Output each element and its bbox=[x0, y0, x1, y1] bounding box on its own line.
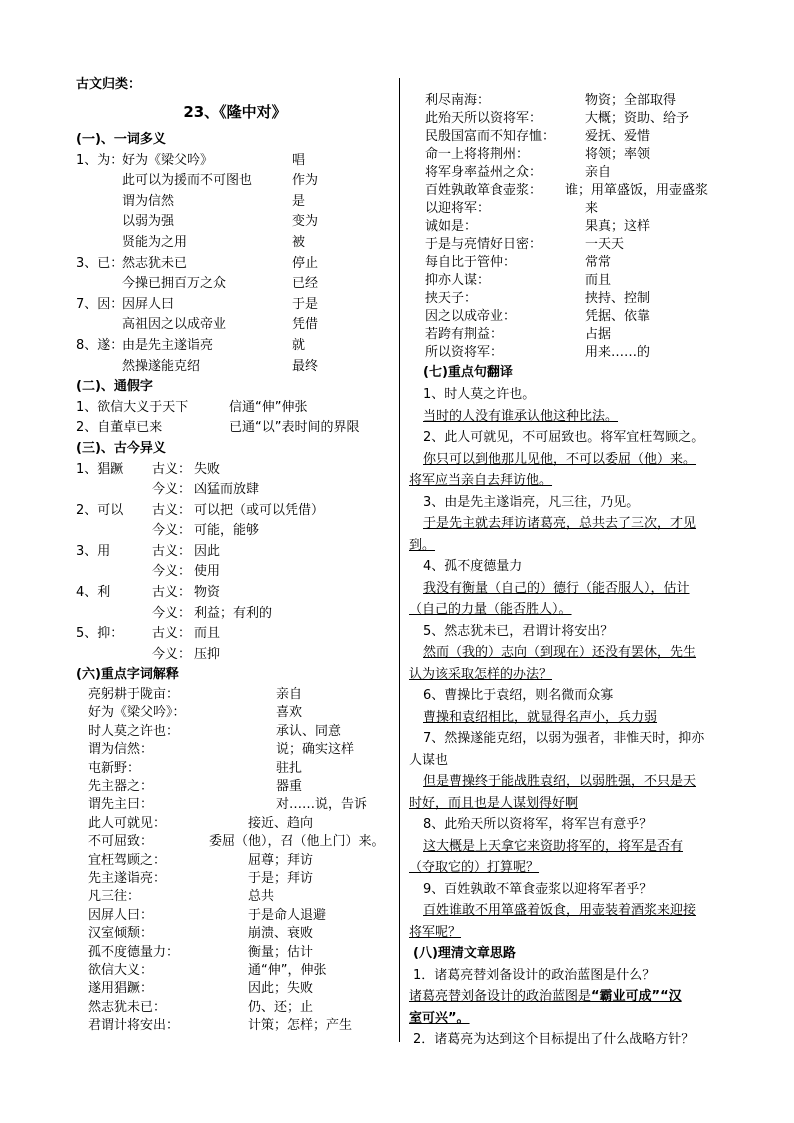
gujin-row bbox=[76, 501, 394, 522]
gujin-value: 凶猛而放肆 bbox=[194, 482, 260, 498]
keyword-row bbox=[409, 164, 723, 182]
keyword-term: 挟天子： bbox=[425, 291, 478, 306]
polysemy-example: 然操遂能克绍 bbox=[122, 358, 201, 374]
keyword-meaning: 器重 bbox=[276, 778, 303, 794]
outline-answer-1: 诸葛亮替刘备设计的政治蓝图是“霸业可成”“汉 bbox=[409, 989, 682, 1004]
keyword-meaning: 通“伸”，伸张 bbox=[248, 962, 327, 978]
keyword-meaning: 果真；这样 bbox=[585, 219, 651, 234]
gujin-row bbox=[76, 521, 394, 542]
keyword-meaning: 而且 bbox=[585, 273, 612, 288]
keyword-term: 因之以成帝业： bbox=[425, 309, 517, 324]
keyword-row bbox=[76, 980, 394, 998]
translation-answer: 时好，而且也是人谋划得好啊 bbox=[409, 795, 579, 811]
gujin-list bbox=[76, 460, 394, 666]
keyword-row bbox=[76, 888, 394, 906]
keyword-term: 好为《梁父吟》： bbox=[88, 705, 186, 721]
keyword-row bbox=[76, 925, 394, 943]
keyword-term: 将军身率益州之众： bbox=[425, 165, 543, 180]
keyword-row bbox=[409, 128, 723, 146]
polysemy-example: 今操已拥百万之众 bbox=[122, 276, 227, 292]
tongjia-note: 信通“伸”伸张 bbox=[229, 399, 308, 415]
polysemy-row bbox=[76, 357, 394, 378]
keyword-term: 凡三往： bbox=[88, 889, 141, 905]
keyword-term: 亮躬耕于陇亩： bbox=[88, 687, 180, 703]
gujin-label: 今义： bbox=[152, 646, 192, 662]
gujin-row bbox=[76, 583, 394, 604]
keyword-term: 不可屈致： bbox=[88, 834, 154, 850]
polysemy-row bbox=[76, 171, 394, 192]
gujin-label: 古义： bbox=[152, 585, 192, 601]
keyword-row bbox=[76, 944, 394, 962]
keyword-meaning: 驻扎 bbox=[276, 760, 303, 776]
polysemy-meaning: 停止 bbox=[292, 255, 319, 271]
gujin-row bbox=[76, 460, 394, 481]
outline-answer-1-cont: 室可兴”。 bbox=[409, 1010, 470, 1026]
keyword-row bbox=[76, 999, 394, 1017]
keyword-row bbox=[76, 907, 394, 925]
keyword-meaning: 来 bbox=[585, 201, 599, 216]
keyword-row bbox=[409, 92, 723, 110]
translation-answer: 到。 bbox=[409, 537, 436, 553]
translation-answer: 将军呢？ bbox=[409, 924, 462, 940]
gujin-row bbox=[76, 542, 394, 563]
keyword-meaning: 于是；拜访 bbox=[248, 870, 314, 886]
gujin-word: 2、可以 bbox=[76, 502, 124, 518]
keyword-meaning: 凭据、依靠 bbox=[585, 309, 651, 324]
gujin-word: 4、利 bbox=[76, 585, 111, 601]
gujin-value: 压抑 bbox=[194, 646, 221, 662]
gujin-value: 利益；有利的 bbox=[194, 605, 273, 621]
keyword-row bbox=[76, 870, 394, 888]
polysemy-meaning: 就 bbox=[292, 337, 306, 353]
keyword-meaning: 大概；资助、给予 bbox=[585, 111, 690, 126]
category-header: 古文归类： bbox=[76, 77, 142, 92]
translation-sentence: 人谋也 bbox=[409, 752, 449, 768]
keyword-row bbox=[76, 815, 394, 833]
polysemy-meaning: 被 bbox=[292, 234, 306, 250]
section-title-polysemy: (一)、一词多义 bbox=[76, 132, 166, 147]
translation-sentence: 8、此殆天所以资将军，将军岂有意乎？ bbox=[423, 817, 653, 832]
gujin-label: 今义： bbox=[152, 523, 192, 539]
keyword-meaning: 计策；怎样；产生 bbox=[248, 1018, 353, 1034]
translation-sentence: 3、由是先主遂诣亮，凡三往，乃见。 bbox=[423, 494, 640, 510]
gujin-row bbox=[76, 645, 394, 666]
polysemy-example: 以弱为强 bbox=[122, 214, 175, 230]
keyword-row bbox=[76, 778, 394, 796]
keyword-meaning: 委屈（他），召（他上门）来。 bbox=[209, 834, 385, 850]
section-title-gujin: (三)、古今异义 bbox=[76, 440, 166, 456]
tongjia-note: 已通“以”表时间的界限 bbox=[229, 420, 360, 436]
keyword-meaning: 爱抚、爱惜 bbox=[585, 129, 651, 144]
polysemy-row bbox=[76, 151, 394, 172]
keyword-meaning: 衡量；估计 bbox=[248, 944, 314, 960]
keyword-term: 此人可就见： bbox=[88, 815, 167, 831]
keyword-meaning: 常常 bbox=[585, 255, 612, 270]
keyword-meaning: 崩溃、衰败 bbox=[248, 926, 314, 942]
keyword-term: 命一上将将荆州： bbox=[425, 147, 530, 162]
polysemy-row bbox=[76, 212, 394, 233]
gujin-label: 古义： bbox=[152, 502, 192, 518]
keyword-row bbox=[409, 308, 723, 326]
keyword-meaning: 说；确实这样 bbox=[276, 742, 355, 758]
keyword-row bbox=[409, 218, 723, 236]
keyword-row bbox=[76, 741, 394, 759]
translation-answer: 然而（我的）志向（到现在）还没有罢休，先生 bbox=[423, 645, 697, 660]
keyword-meaning: 总共 bbox=[248, 889, 275, 905]
keyword-term: 屯新野： bbox=[88, 760, 141, 776]
polysemy-example: 此可以为援而不可图也 bbox=[122, 173, 253, 189]
gujin-value: 而且 bbox=[194, 626, 221, 642]
outline-question-2: 2．诸葛亮为达到这个目标提出了什么战略方针？ bbox=[413, 1032, 695, 1047]
gujin-value: 失败 bbox=[194, 461, 221, 477]
keyword-term: 民殷国富而不知存恤： bbox=[425, 129, 556, 144]
gujin-value: 物资 bbox=[194, 585, 221, 601]
right-column bbox=[409, 92, 723, 1051]
polysemy-example: 因屏人曰 bbox=[122, 296, 175, 312]
gujin-row bbox=[76, 604, 394, 625]
translation-answer: 你只可以到他那儿见他，不可以委屈（他）来。 bbox=[423, 451, 697, 467]
translation-sentence: 4、孤不度德量力 bbox=[423, 559, 523, 574]
keyword-row bbox=[76, 796, 394, 814]
keyword-meaning: 接近、趋向 bbox=[248, 815, 314, 831]
keyword-term: 每自比于管仲： bbox=[425, 255, 517, 270]
keyword-term: 以迎将军： bbox=[425, 201, 491, 216]
polysemy-example: 然志犹未已 bbox=[122, 255, 188, 271]
keyword-term: 诚如是： bbox=[425, 219, 478, 234]
polysemy-list bbox=[76, 151, 394, 378]
polysemy-row bbox=[76, 192, 394, 213]
keyword-term: 抑亦人谋： bbox=[425, 273, 491, 288]
keyword-term: 所以资将军： bbox=[425, 345, 504, 360]
keyword-meaning: 仍、还；止 bbox=[248, 999, 314, 1015]
polysemy-number: 3、已： bbox=[76, 255, 124, 271]
gujin-word: 5、抑： bbox=[76, 626, 124, 642]
keyword-row bbox=[76, 852, 394, 870]
polysemy-example: 贤能为之用 bbox=[122, 234, 188, 250]
keyword-term: 谓为信然： bbox=[88, 742, 154, 758]
keyword-meaning: 物资；全部取得 bbox=[585, 93, 677, 108]
polysemy-row bbox=[76, 295, 394, 316]
keyword-term: 先主遂诣亮： bbox=[88, 870, 167, 886]
keyword-meaning: 因此；失败 bbox=[248, 981, 314, 997]
keywords-list bbox=[76, 686, 394, 1035]
keyword-term: 于是与亮情好日密： bbox=[425, 237, 543, 252]
section-title-keywords: (六)重点字词解释 bbox=[76, 667, 179, 683]
translation-sentence: 9、百姓孰敢不箪食壶浆以迎将军者乎？ bbox=[423, 881, 653, 897]
keyword-meaning: 承认、同意 bbox=[276, 723, 342, 739]
gujin-row bbox=[76, 624, 394, 645]
translation-answer: 这大概是上天拿它来资助将军的，将军是否有 bbox=[423, 838, 684, 854]
gujin-label: 今义： bbox=[152, 482, 192, 498]
keyword-meaning: 将领；率领 bbox=[585, 147, 651, 162]
translation-answer: 将军应当亲自去拜访他。 bbox=[409, 473, 553, 488]
keyword-term: 宜枉驾顾之： bbox=[88, 852, 167, 868]
gujin-value: 可能，能够 bbox=[194, 523, 260, 539]
translation-list bbox=[409, 384, 723, 943]
keyword-meaning: 喜欢 bbox=[276, 705, 303, 721]
keyword-meaning: 挟持、控制 bbox=[585, 291, 651, 306]
gujin-value: 可以把（或可以凭借） bbox=[194, 502, 325, 518]
translation-answer: （夺取它的）打算呢？ bbox=[409, 860, 540, 875]
polysemy-meaning: 是 bbox=[292, 193, 306, 209]
translation-answer: 当时的人没有谁承认他这种比法。 bbox=[423, 408, 619, 424]
keyword-term: 欲信大义： bbox=[88, 962, 154, 978]
polysemy-meaning: 作为 bbox=[292, 173, 319, 189]
gujin-label: 今义： bbox=[152, 605, 192, 621]
keyword-term: 先主器之： bbox=[88, 778, 154, 794]
keyword-meaning: 亲自 bbox=[276, 687, 303, 703]
gujin-label: 今义： bbox=[152, 564, 192, 580]
keywords-continued-list bbox=[409, 92, 723, 362]
keyword-row bbox=[409, 344, 723, 362]
tongjia-row bbox=[76, 398, 394, 419]
keyword-row bbox=[76, 962, 394, 980]
outline-question-1: 1．诸葛亮替刘备设计的政治蓝图是什么？ bbox=[413, 967, 656, 983]
gujin-word: 1、猖蹶 bbox=[76, 461, 124, 477]
keyword-term: 此殆天所以资将军： bbox=[425, 111, 543, 126]
gujin-word: 3、用 bbox=[76, 543, 111, 559]
translation-sentence: 7、然操遂能克绍，以弱为强者，非惟天时，抑亦 bbox=[423, 731, 705, 746]
keyword-meaning: 谁；用箪盛饭，用壶盛浆 bbox=[565, 183, 709, 198]
gujin-label: 古义： bbox=[152, 543, 192, 559]
translation-answer: 于是先主就去拜访诸葛亮，总共去了三次，才见 bbox=[423, 516, 697, 531]
translation-answer: （自己的力量（能否胜人）。 bbox=[409, 602, 572, 617]
polysemy-example: 好为《梁父吟》 bbox=[122, 152, 214, 168]
column-divider bbox=[399, 78, 400, 1042]
keyword-meaning: 一天天 bbox=[585, 237, 625, 252]
keyword-meaning: 用来……的 bbox=[585, 345, 651, 360]
translation-answer: 但是曹操终于能战胜袁绍，以弱胜强，不只是天 bbox=[423, 774, 697, 789]
polysemy-row bbox=[76, 315, 394, 336]
translation-answer: 我没有衡量（自己的）德行（能否服人），估计 bbox=[423, 580, 690, 596]
polysemy-meaning: 变为 bbox=[292, 214, 319, 230]
gujin-row bbox=[76, 480, 394, 501]
tongjia-text: 2、自董卓已来 bbox=[76, 420, 163, 436]
keyword-row bbox=[409, 290, 723, 308]
polysemy-number: 7、因： bbox=[76, 296, 124, 312]
polysemy-row bbox=[76, 274, 394, 295]
keyword-meaning: 对……说，告诉 bbox=[276, 797, 368, 813]
keyword-row bbox=[409, 254, 723, 272]
keyword-row bbox=[409, 110, 723, 128]
translation-answer: 百姓谁敢不用箪盛着饭食，用壶装着酒浆来迎接 bbox=[423, 903, 697, 918]
polysemy-example: 谓为信然 bbox=[122, 193, 175, 209]
keyword-row bbox=[76, 723, 394, 741]
polysemy-example: 由是先主遂诣亮 bbox=[122, 337, 214, 353]
keyword-meaning: 亲自 bbox=[585, 165, 612, 180]
keyword-term: 汉室倾颓： bbox=[88, 926, 154, 942]
polysemy-number: 1、为： bbox=[76, 152, 124, 168]
gujin-label: 古义： bbox=[152, 461, 192, 477]
keyword-row bbox=[409, 272, 723, 290]
keyword-term: 孤不度德量力： bbox=[88, 944, 180, 960]
keyword-term: 谓先主曰： bbox=[88, 797, 154, 813]
keyword-meaning: 于是命人退避 bbox=[248, 907, 327, 923]
section-title-outline: (八)理清文章思路 bbox=[413, 946, 516, 961]
gujin-value: 使用 bbox=[194, 564, 221, 580]
keyword-row bbox=[409, 200, 723, 218]
keyword-term: 利尽南海： bbox=[425, 93, 491, 108]
keyword-row bbox=[76, 760, 394, 778]
translation-sentence: 5、然志犹未已，君谓计将安出？ bbox=[423, 623, 614, 639]
polysemy-meaning: 凭借 bbox=[292, 317, 319, 333]
keyword-row bbox=[76, 704, 394, 722]
translation-sentence: 2、此人可就见，不可屈致也。将军宜枉驾顾之。 bbox=[423, 430, 705, 445]
polysemy-number: 8、遂： bbox=[76, 337, 124, 353]
left-column bbox=[76, 72, 394, 1035]
tongjia-text: 1、欲信大义于天下 bbox=[76, 399, 189, 415]
polysemy-meaning: 唱 bbox=[292, 152, 306, 168]
polysemy-row bbox=[76, 233, 394, 254]
keyword-row bbox=[409, 326, 723, 344]
translation-answer: 曹操和袁绍相比，就显得名声小，兵力弱 bbox=[423, 709, 658, 725]
gujin-value: 因此 bbox=[194, 543, 221, 559]
gujin-row bbox=[76, 562, 394, 583]
keyword-term: 若跨有荆益： bbox=[425, 327, 504, 342]
polysemy-meaning: 已经 bbox=[292, 276, 319, 292]
translation-answer: 认为该采取怎样的办法？ bbox=[409, 666, 553, 682]
tongjia-list bbox=[76, 398, 394, 439]
gujin-label: 古义： bbox=[152, 626, 192, 642]
document-title: 23、《隆中对》 bbox=[183, 103, 287, 121]
keyword-meaning: 屈尊；拜访 bbox=[248, 852, 314, 868]
keyword-row bbox=[409, 146, 723, 164]
keyword-term: 百姓孰敢箪食壶浆： bbox=[425, 183, 543, 198]
polysemy-example: 高祖因之以成帝业 bbox=[122, 317, 227, 333]
section-title-translation: (七)重点句翻译 bbox=[423, 365, 513, 380]
keyword-row bbox=[409, 182, 723, 200]
keyword-row bbox=[409, 236, 723, 254]
polysemy-row bbox=[76, 336, 394, 357]
keyword-term: 然志犹未已： bbox=[88, 999, 167, 1015]
tongjia-row bbox=[76, 418, 394, 439]
keyword-term: 君谓计将安出： bbox=[88, 1018, 180, 1034]
keyword-row bbox=[76, 686, 394, 704]
translation-sentence: 1、时人莫之许也。 bbox=[423, 387, 536, 402]
polysemy-row bbox=[76, 254, 394, 275]
keyword-meaning: 占据 bbox=[585, 327, 612, 342]
polysemy-meaning: 最终 bbox=[292, 358, 319, 374]
keyword-term: 因屏人曰： bbox=[88, 907, 154, 923]
section-title-tongjia: (二)、通假字 bbox=[76, 379, 153, 395]
keyword-row bbox=[76, 1017, 394, 1035]
keyword-row bbox=[76, 833, 394, 851]
keyword-term: 时人莫之许也： bbox=[88, 723, 180, 739]
translation-sentence: 6、曹操比于袁绍，则名微而众寡 bbox=[423, 688, 614, 703]
polysemy-meaning: 于是 bbox=[292, 296, 319, 312]
keyword-term: 遂用猖蹶： bbox=[88, 981, 154, 997]
